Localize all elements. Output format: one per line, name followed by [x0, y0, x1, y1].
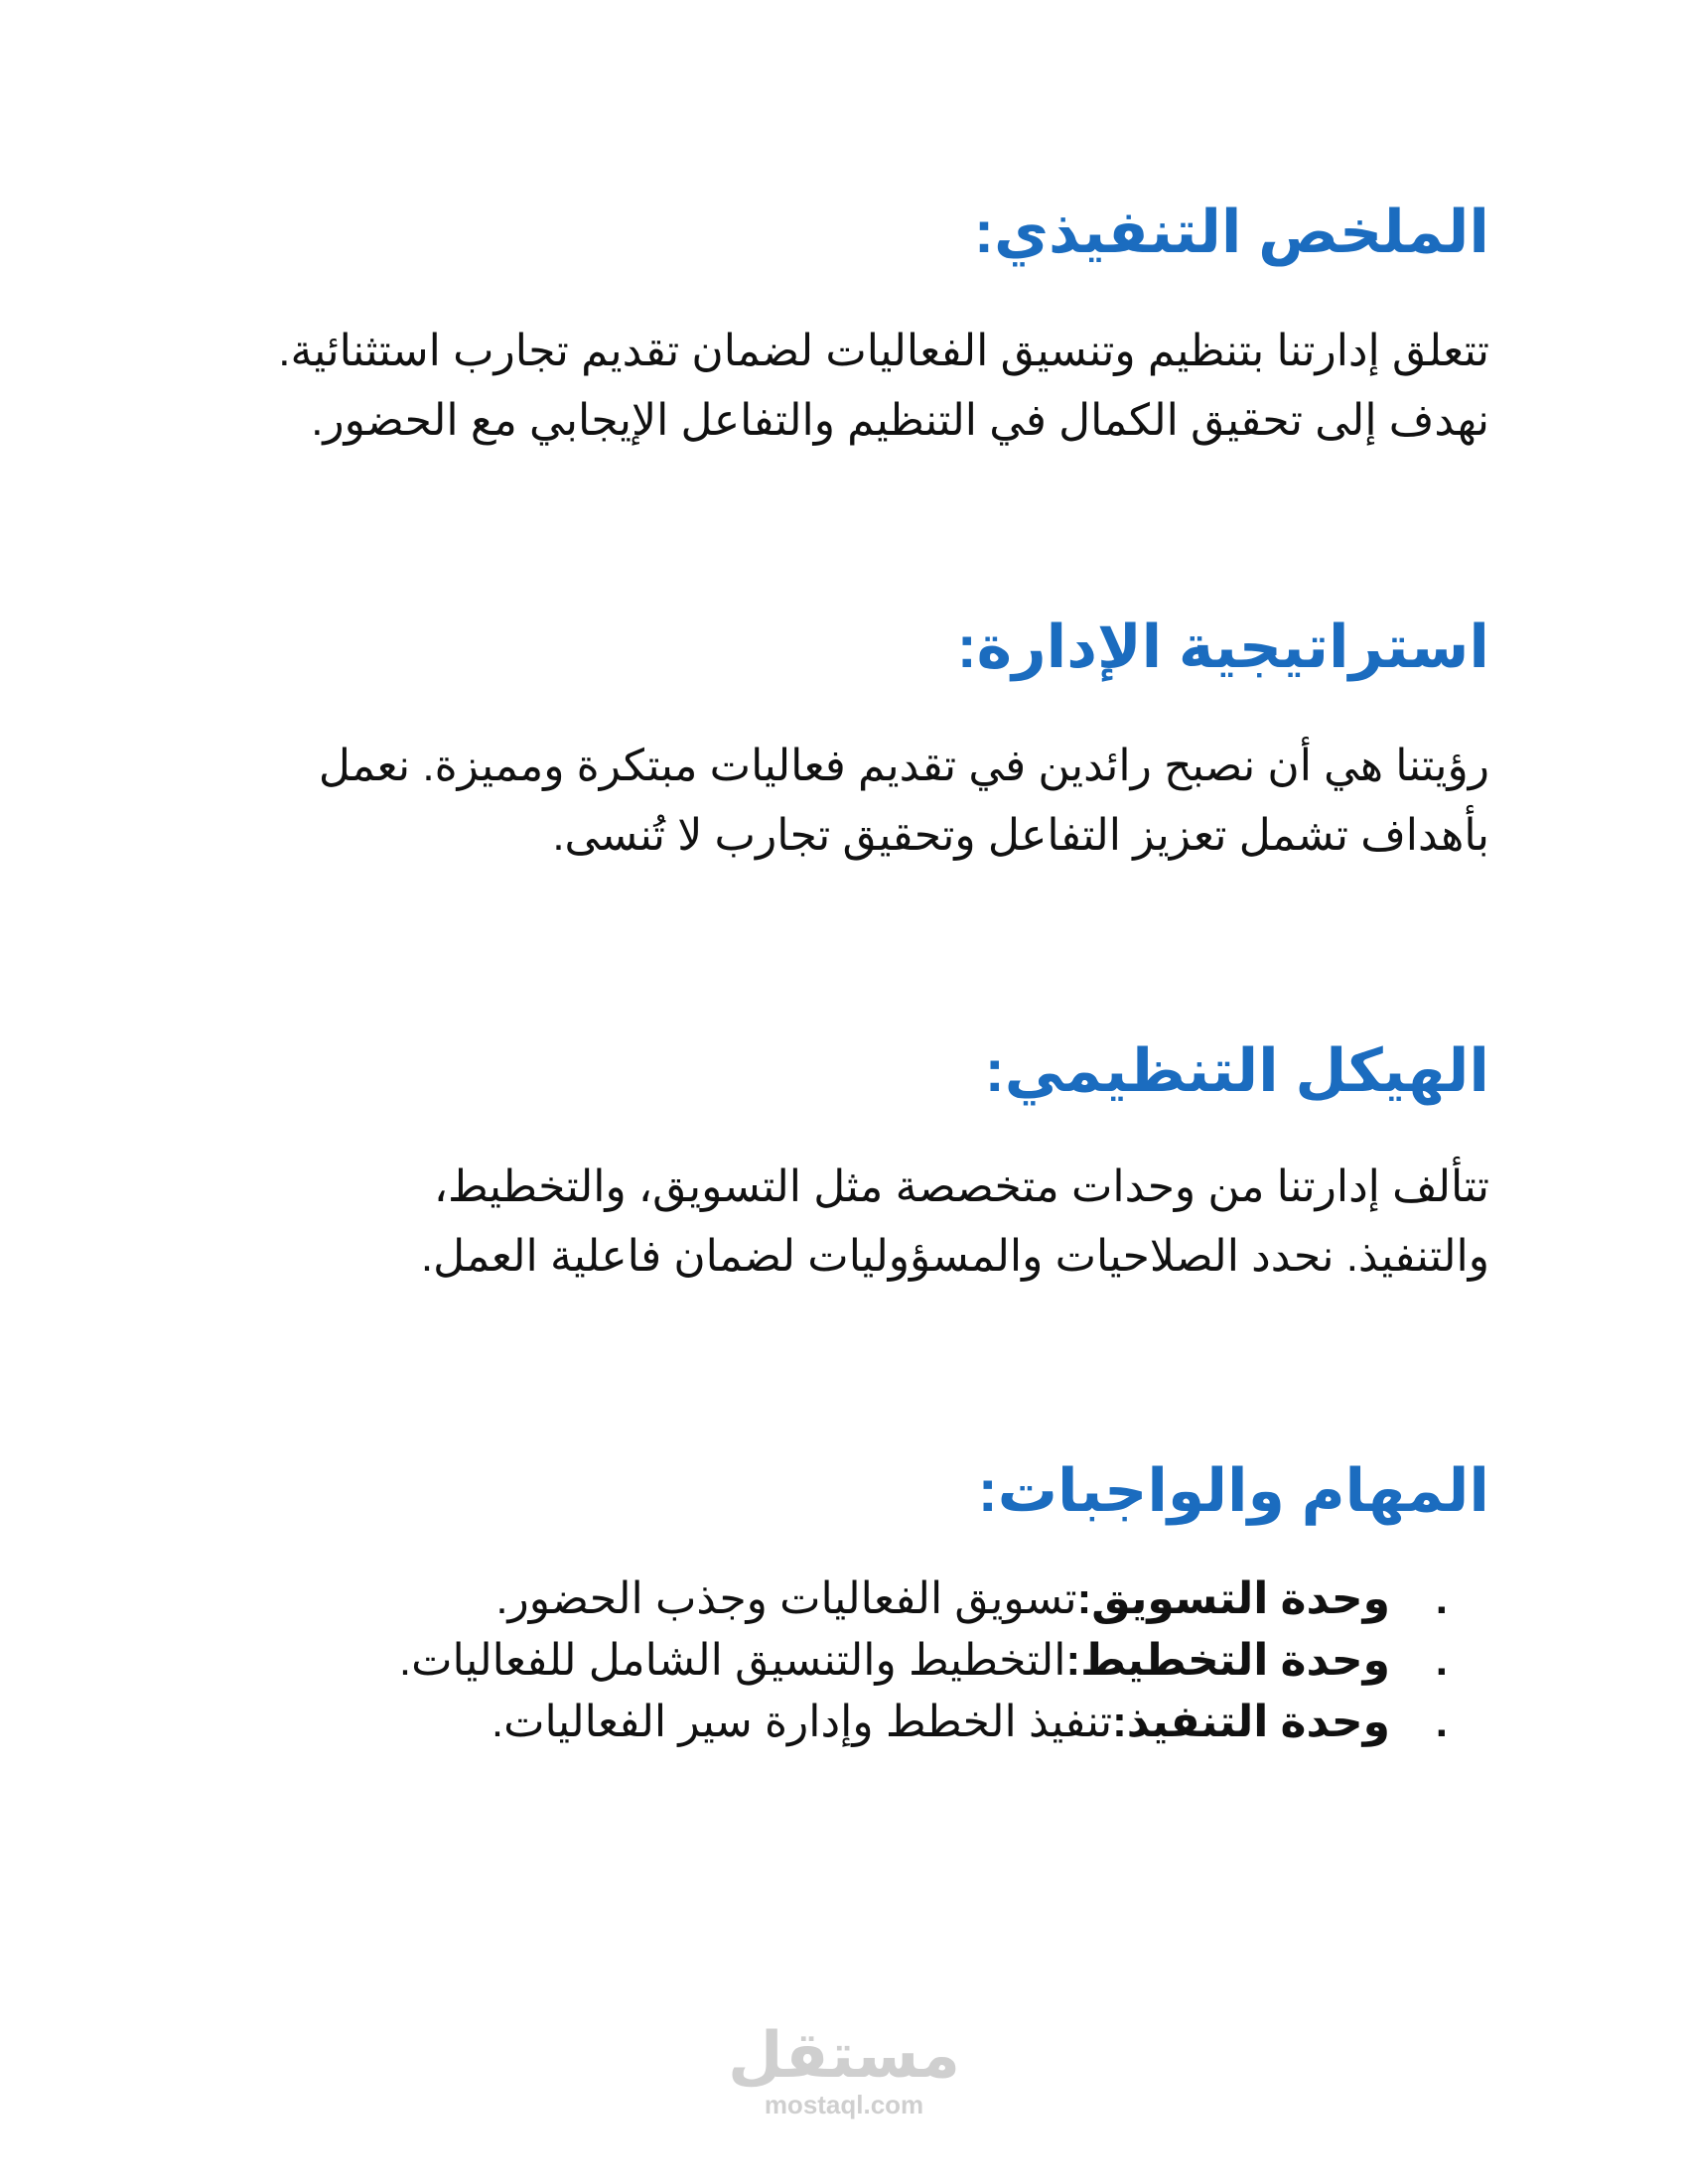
body-line: تتألف إدارتنا من وحدات متخصصة مثل التسويق، والتخطيط، [433, 1162, 1489, 1211]
body-line: بأهداف تشمل تعزيز التفاعل وتحقيق تجارب لا تُنسى. [552, 811, 1489, 860]
task-unit-description: التخطيط والتنسيق الشامل للفعاليات. [398, 1636, 1066, 1685]
watermark [715, 2020, 973, 2119]
task-unit-name: وحدة التنفيذ: [1112, 1698, 1390, 1746]
body-line: نهدف إلى تحقيق الكمال في التنظيم والتفاعل الإيجابي مع الحضور. [311, 396, 1489, 445]
section-body-structure [421, 1153, 1489, 1292]
list-item [399, 1630, 1489, 1692]
body-line: والتنفيذ. نحدد الصلاحيات والمسؤوليات لضمان فاعلية العمل. [420, 1232, 1489, 1281]
task-list [399, 1569, 1489, 1753]
section-body-strategy [319, 732, 1489, 871]
bullet-icon: . [1435, 1574, 1448, 1623]
bullet-icon: . [1435, 1636, 1448, 1685]
list-item [399, 1569, 1489, 1630]
task-unit-name: وحدة التخطيط: [1065, 1636, 1390, 1685]
watermark-logo: مستقل [727, 2019, 961, 2091]
section-title-executive-summary: الملخص التنفيذي: [974, 199, 1489, 265]
watermark-url: mostaql.com [764, 2090, 924, 2119]
list-item [399, 1692, 1489, 1753]
body-line: تتعلق إدارتنا بتنظيم وتنسيق الفعاليات لضمان تقديم تجارب استثنائية. [278, 327, 1489, 375]
bullet-icon: . [1435, 1698, 1448, 1746]
section-body-executive-summary [278, 317, 1489, 456]
task-unit-name: وحدة التسويق: [1076, 1574, 1390, 1623]
task-unit-description: تسويق الفعاليات وجذب الحضور. [495, 1574, 1077, 1623]
section-title-strategy: استراتيجية الإدارة: [956, 614, 1489, 680]
task-unit-description: تنفيذ الخطط وإدارة سير الفعاليات. [491, 1698, 1113, 1746]
section-title-structure: الهيكل التنظيمي: [984, 1037, 1489, 1104]
body-line: رؤيتنا هي أن نصبح رائدين في تقديم فعاليات مبتكرة ومميزة. نعمل [318, 742, 1489, 790]
section-title-tasks: المهام والواجبات: [977, 1457, 1489, 1524]
